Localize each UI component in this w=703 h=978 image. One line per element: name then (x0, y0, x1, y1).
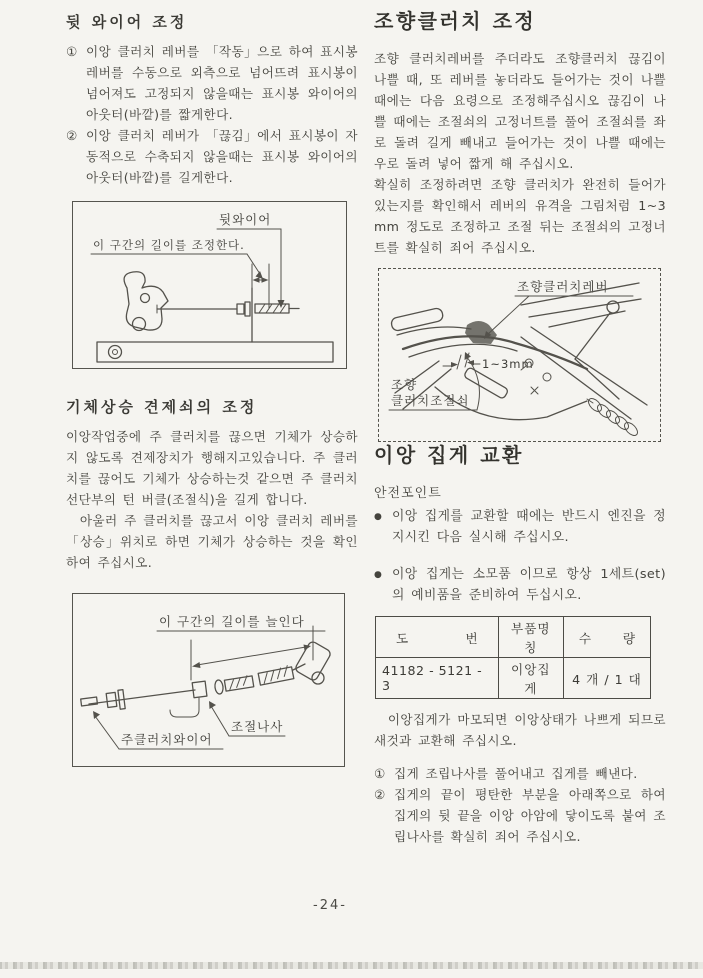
main-clutch-wire-figure (72, 593, 345, 767)
figure-label-steering-lever: 조향클러치레버 (517, 279, 609, 294)
section-title-lift-check: 기체상승 견제쇠의 조정 (66, 398, 258, 416)
bullet-text: 이앙 집게를 교환할 때에는 반드시 엔진을 정지시킨 다음 실시해 주십시오. (392, 509, 666, 545)
section-title-claw-replace: 이앙 집게 교환 (374, 443, 524, 467)
scan-edge-artifact (0, 962, 703, 969)
left-column (66, 10, 358, 767)
figure-label-lengthen-span: 이 구간의 길이를 늘인다 (159, 614, 305, 629)
figure-label-adjust-screw: 조절나사 (231, 719, 284, 734)
safety-bullet-1 (374, 506, 666, 548)
main-clutch-wire-diagram (73, 594, 341, 766)
item-marker: ① (374, 766, 386, 781)
header-quantity (563, 617, 650, 658)
header-quantity-left: 수 (578, 630, 592, 646)
lift-check-paragraph-2: 아울러 주 클러치를 끊고서 이앙 클러치 레버를 「상승」위치로 하면 기체가 상승하는 것을 확인하여 주십시오. (66, 513, 358, 570)
steering-paragraph-1: 조향 클러치레버를 주더라도 조향클러치 끊김이 나쁠 때, 또 레버를 놓더라도 들어가는 것이 나쁠 때에는 다음 요령으로 조정해주십시오 끊김이 나쁠 때에는 조절쇠의 고정너트를 풀어 조절쇠를 좌로 돌려 길게 빼내고 들어가는 것이 나쁠 때에는 우로 돌려 넣어 짧게 해 주십시오. (374, 51, 666, 171)
steering-clutch-diagram (379, 269, 657, 441)
item-marker: ② (66, 128, 78, 143)
replace-step-2 (374, 784, 666, 847)
figure-label-rear-wire: 뒷와이어 (219, 212, 272, 227)
section-title-steering-clutch: 조향클러치 조정 (374, 9, 537, 33)
figure-label-adjust-span: 이 구간의 길이를 조정한다. (93, 238, 245, 252)
item-marker: ① (66, 44, 78, 59)
header-part-name: 부품명칭 (498, 617, 563, 658)
figure-label-main-wire: 주클러치와이어 (121, 732, 213, 747)
header-part-number (376, 617, 499, 658)
step-text: 집게의 끝이 평탄한 부분을 아래쪽으로 하여 집게의 뒷 끝을 이앙 아암에 닿이도록 붙여 조립나사를 확실히 죄어 주십시오. (394, 787, 666, 844)
cell-part-number: 41182 - 5121 - 3 (376, 658, 499, 699)
figure-label-adjuster-line2: 클러치조절쇠 (391, 393, 470, 408)
wear-note-paragraph: 이앙집게가 마모되면 이앙상태가 나쁘게 되므로 새것과 교환해 주십시오. (374, 712, 666, 748)
rear-wire-figure (72, 201, 347, 369)
cell-quantity: 4 개 / 1 대 (563, 658, 650, 699)
parts-table (375, 616, 651, 699)
bullet-icon: ● (374, 570, 383, 580)
safety-point-label: 안전포인트 (374, 486, 442, 501)
right-column (374, 8, 666, 847)
numbered-item-2 (66, 125, 358, 188)
item-marker: ② (374, 787, 386, 802)
lift-check-paragraph-1: 이앙작업중에 주 클러치를 끊으면 기체가 상승하지 않도록 견제장치가 행해지고있습니다. 주 클러치를 끊어도 기체가 상승하는것 같으면 주 클러치 선단부의 턴 버클(조절식)을 길게 합니다. (66, 429, 358, 507)
steering-clutch-figure (378, 268, 661, 442)
replace-step-1 (374, 763, 666, 784)
cell-part-name: 이앙집게 (498, 658, 563, 699)
page-number: -24- (313, 898, 347, 913)
header-part-number-left: 도 (396, 630, 409, 646)
parts-table-row (376, 658, 651, 699)
figure-label-adjuster-line1: 조향 (391, 377, 418, 392)
step-text: 집게 조립나사를 풀어내고 집게를 빼낸다. (394, 766, 638, 781)
header-quantity-right: 량 (622, 630, 635, 646)
figure-label-gap: 1~3mm (482, 357, 534, 371)
safety-bullet-2 (374, 564, 666, 606)
bullet-icon: ● (374, 512, 383, 522)
parts-table-header-row (376, 617, 651, 658)
item-text: 이앙 클러치 레버가 「끊김」에서 표시봉이 자동적으로 수축되지 않을때는 표시봉 와이어의 아웃터(바깥)를 길게한다. (86, 128, 358, 185)
numbered-item-1 (66, 41, 358, 125)
steering-paragraph-2: 확실히 조정하려면 조향 클러치가 완전히 들어가 있는지를 확인해서 레버의 유격을 그림처럼 1~3mm 정도로 조정하고 조절 뒤는 조절쇠의 고정너트를 확실히 죄어 주십시오. (374, 177, 666, 255)
bullet-text: 이앙 집게는 소모품 이므로 항상 1세트(set)의 예비품을 준비하여 두십시오. (392, 567, 666, 603)
item-text: 이앙 클러치 레버를 「작동」으로 하여 표시봉 레버를 수동으로 외측으로 넘어뜨려 표시봉이 넘어져도 고정되지 않을때는 표시봉 와이어의 아웃터(바깥)를 짧게한다. (86, 44, 358, 122)
section-title-rear-wire: 뒷 와이어 조정 (66, 13, 188, 31)
rear-wire-diagram (73, 202, 343, 368)
header-part-number-right: 번 (465, 630, 478, 646)
